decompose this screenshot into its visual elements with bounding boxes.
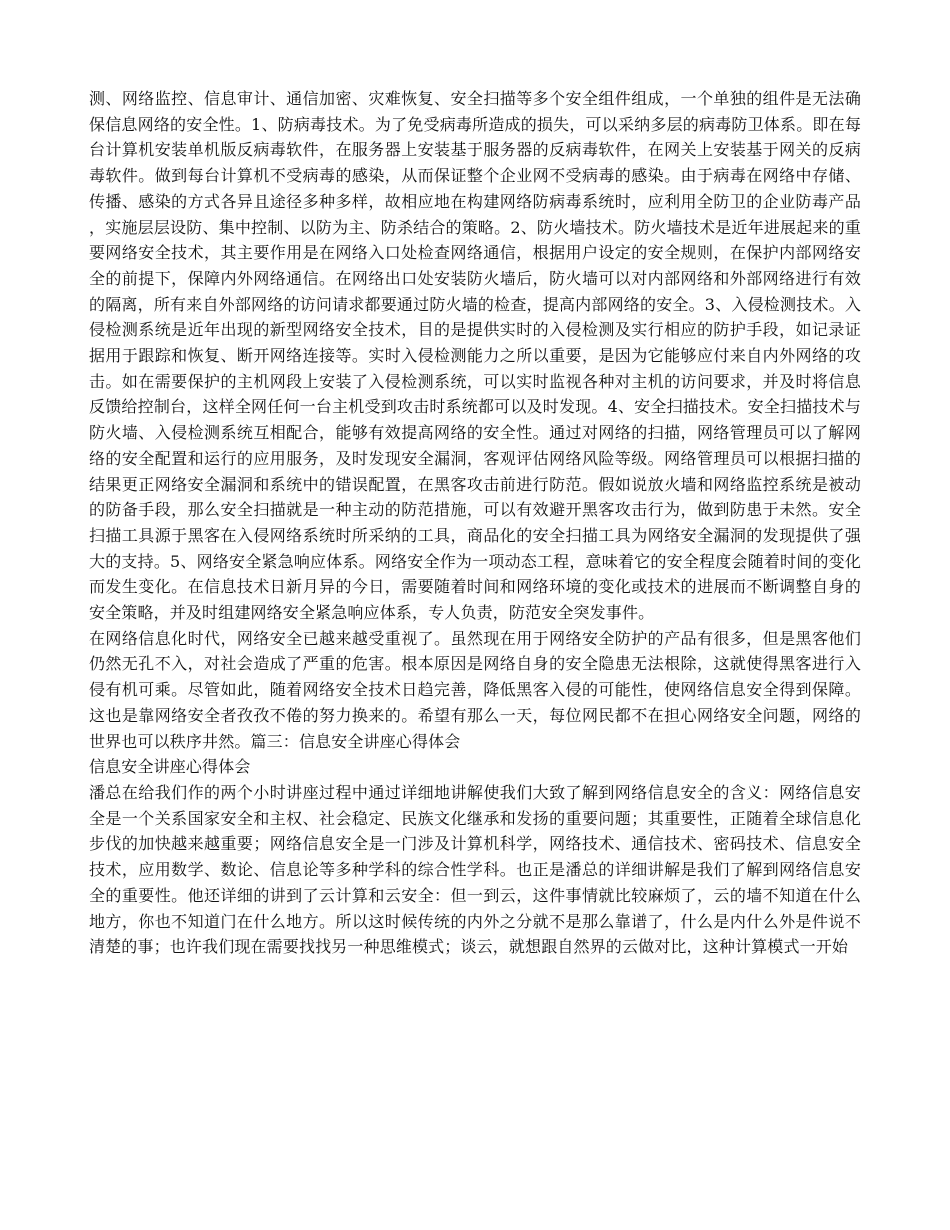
- section-title: 信息安全讲座心得体会: [89, 757, 251, 777]
- paragraph-network-era: 在网络信息化时代，网络安全已越来越受重视了。虽然现在用于网络安全防护的产品有很多，但是黑客他们仍然无孔不入，对社会造成了严重的危害。根本原因是网络自身的安全隐患无法根除，这就使得黑客进行入侵有机可乘。尽管如此，随着网络安全技术日趋完善，降低黑客入侵的可能性，使网络信息安全得到保障。这也是靠网络安全者孜孜不倦的努力换来的。希望有那么一天，每位网民都不在担心网络安全问题，网络的世界也可以秩序井然。篇三：信息安全讲座心得体会: [89, 628, 861, 751]
- paragraph-security-technologies: 测、网络监控、信息审计、通信加密、灾难恢复、安全扫描等多个安全组件组成，一个单独的组件是无法确保信息网络的安全性。1、防病毒技术。为了免受病毒所造成的损失，可以采纳多层的病毒防卫体系。即在每台计算机安装单机版反病毒软件，在服务器上安装基于服务器的反病毒软件，在网关上安装基于网关的反病毒软件。做到每台计算机不受病毒的感染，从而保证整个企业网不受病毒的感染。由于病毒在网络中存储、传播、感染的方式各异且途径多种多样，故相应地在构建网络防病毒系统时，应利用全防卫的企业防毒产品，实施层层设防、集中控制、以防为主、防杀结合的策略。2、防火墙技术。防火墙技术是近年进展起来的重要网络安全技术，其主要作用是在网络入口处检查网络通信，根据用户设定的安全规则，在保护内部网络安全的前提下，保障内外网络通信。在网络出口处安装防火墙后，防火墙可以对内部网络和外部网络进行有效的隔离，所有来自外部网络的访问请求都要通过防火墙的检查，提高内部网络的安全。3、入侵检测技术。入侵检测系统是近年出现的新型网络安全技术，目的是提供实时的入侵检测及实行相应的防护手段，如记录证据用于跟踪和恢复、断开网络连接等。实时入侵检测能力之所以重要，是因为它能够应付来自内外网络的攻击。如在需要保护的主机网段上安装了入侵检测系统，可以实时监视各种对主机的访问要求，并及时将信息反馈给控制台，这样全网任何一台主机受到攻击时系统都可以及时发现。4、安全扫描技术。安全扫描技术与防火墙、入侵检测系统互相配合，能够有效提高网络的安全性。通过对网络的扫描，网络管理员可以了解网络的安全配置和运行的应用服务，及时发现安全漏洞，客观评估网络风险等级。网络管理员可以根据扫描的结果更正网络安全漏洞和系统中的错误配置，在黑客攻击前进行防范。假如说放火墙和网络监控系统是被动的防备手段，那么安全扫描就是一种主动的防范措施，可以有效避开黑客攻击行为，做到防患于未然。安全扫描工具源于黑客在入侵网络系统时所采纳的工具，商品化的安全扫描工具为网络安全漏洞的发现提供了强大的支持。5、网络安全紧急响应体系。网络安全作为一项动态工程，意味着它的安全程度会随着时间的变化而发生变化。在信息技术日新月异的今日，需要随着时间和网络环境的变化或技术的进展而不断调整自身的安全策略，并及时组建网络安全紧急响应体系，专人负责，防范安全突发事件。: [89, 89, 861, 623]
- paragraph-lecture-notes: 潘总在给我们作的两个小时讲座过程中通过详细地讲解使我们大致了解到网络信息安全的含义：网络信息安全是一个关系国家安全和主权、社会稳定、民族文化继承和发扬的重要问题；其重要性，正随着全球信息化步伐的加快越来越重要；网络信息安全是一门涉及计算机科学，网络技术、通信技术、密码技术、信息安全技术，应用数学、数论、信息论等多种学科的综合性学科。也正是潘总的详细讲解是我们了解到网络信息安全的重要性。他还详细的讲到了云计算和云安全：但一到云，这件事情就比较麻烦了，云的墙不知道在什么地方，你也不知道门在什么地方。所以这时候传统的内外之分就不是那么靠谱了，什么是内什么外是件说不清楚的事；也许我们现在需要找找另一种思维模式；谈云，就想跟自然界的云做对比，这种计算模式一开始: [89, 782, 861, 957]
- document-body: [89, 86, 861, 960]
